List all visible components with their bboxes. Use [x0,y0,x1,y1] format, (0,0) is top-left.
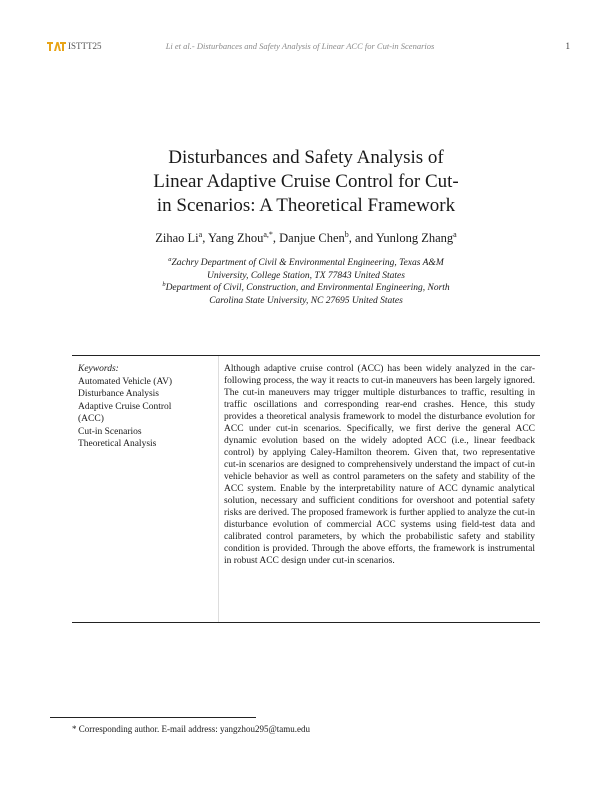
keyword-item: Adaptive Cruise Control [78,401,172,412]
running-title: Li et al.- Disturbances and Safety Analysis of Linear ACC for Cut-in Scenarios [165,41,435,51]
title-line: Linear Adaptive Cruise Control for Cut- [153,171,459,192]
conference-logo [47,41,66,52]
affiliation-line: University, College Station, TX 77843 United States [207,270,405,281]
page-number: 1 [565,41,570,51]
conference-logo-graphic [47,41,66,52]
author-separator: , [272,231,280,245]
keyword-item: (ACC) [78,414,104,424]
title-line: in Scenarios: A Theoretical Framework [156,195,456,216]
keywords-block [78,363,218,451]
author-affiliation-mark: b [344,230,349,239]
author-separator: , [202,231,208,245]
author-affiliation-mark: a,* [263,230,273,239]
author-affiliation-mark: a [198,230,203,239]
abstract-top-rule [72,355,540,356]
author-name: Yunlong Zhang [375,231,454,245]
footnote-rule [50,717,256,718]
keyword-item: Automated Vehicle (AV) [78,376,173,387]
affiliation-mark: b [162,281,166,288]
author-separator: , and [348,231,376,245]
abstract-text: Although adaptive cruise control (ACC) has been widely analyzed in the car-following process, the way it reacts to cut-in maneuvers has been largely ignored. The cut-in maneuvers may trigger multiple disturbances to traffic, resulting in traffic oscillations and corresponding rear-end crashes. Hence, this study provides a theoretical analysis framework to model the disturbance evolution for ACC under cut-in scenarios. Specifically, we first derive the general ACC dynamic evolution based on the widely adopted ACC (i.e., linear feedback control) by applying Caley-Hamilton theorem. Given that, two representative cut-in scenarios are designed to comprehensively understand the impact of cut-in vehicle behavior as well as control parameters on the safety and stability of the ACC system. Enable by the interpretability nature of ACC dynamic analytical solution, necessary and sufficient conditions for overshoot and potential safety risks are derived. The proposed framework is further applied to analyze the cut-in disturbance evolution of commercial ACC systems using field-test data and calibrated control parameters, by which the probabilistic safety and stability condition is provided. Through the above efforts, the framework is instrumental in robust ACC design under cut-in scenarios. [224,364,535,567]
keywords-heading: Keywords: [78,364,119,374]
affiliation-line: Carolina State University, NC 27695 United States [209,295,403,306]
author-name: Danjue Chen [279,231,345,245]
author-affiliation-mark: a [453,230,457,239]
title-line: Disturbances and Safety Analysis of [168,147,444,168]
author-name: Yang Zhou [208,231,264,245]
keyword-item: Cut-in Scenarios [78,426,142,437]
conference-name: ISTTT25 [68,41,102,51]
affiliation-line [110,257,502,270]
author-name: Zihao Li [155,231,199,245]
author-list [60,230,552,246]
abstract-bottom-rule [72,622,540,623]
keyword-item: Disturbance Analysis [78,389,160,399]
keyword-column-divider [218,356,219,622]
corresponding-author-footnote: * Corresponding author. E-mail address: yangzhou295@tamu.edu [72,724,310,734]
affiliation-text: Department of Civil, Construction, and Environmental Engineering, North [165,283,450,293]
affiliations [110,257,502,307]
affiliation-text: Zachry Department of Civil & Environmental Engineering, Texas A&M [171,258,444,268]
affiliation-line [110,282,502,295]
keyword-item: Theoretical Analysis [78,439,157,449]
paper-title [100,146,512,218]
affiliation-mark: a [168,256,172,263]
